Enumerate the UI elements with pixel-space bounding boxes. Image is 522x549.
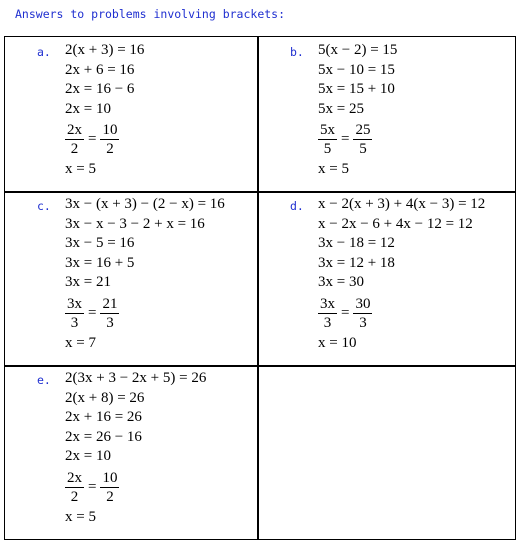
equation-line: x − 2x − 6 + 4x − 12 = 12 bbox=[318, 215, 473, 232]
fraction-denominator: 2 bbox=[106, 488, 114, 505]
problem-label: d. bbox=[290, 199, 304, 213]
answers-table bbox=[4, 36, 516, 540]
fraction-denominator: 3 bbox=[359, 314, 367, 331]
fraction-step bbox=[65, 467, 206, 508]
equation-line: x − 2(x + 3) + 4(x − 3) = 12 bbox=[318, 196, 486, 212]
fraction-step bbox=[318, 293, 485, 334]
answer-line: x = 5 bbox=[65, 161, 96, 177]
fraction-numerator: 30 bbox=[355, 295, 371, 312]
row-divider-2 bbox=[5, 365, 515, 367]
equation-line: 2(x + 3) = 16 bbox=[65, 42, 145, 58]
answer-line: x = 5 bbox=[318, 161, 349, 177]
fraction-numerator: 3x bbox=[67, 295, 82, 312]
equation-line: 3x = 30 bbox=[318, 274, 364, 290]
fraction-numerator: 10 bbox=[102, 469, 118, 486]
equation-line: 2x = 10 bbox=[65, 448, 111, 464]
problem-label: a. bbox=[37, 45, 51, 59]
fraction-denominator: 3 bbox=[106, 314, 114, 331]
equals-sign: = bbox=[88, 304, 97, 321]
fraction-numerator: 10 bbox=[102, 122, 118, 138]
equation-line: 3x = 12 + 18 bbox=[318, 254, 395, 271]
problem-label: c. bbox=[37, 199, 51, 213]
fraction-step bbox=[65, 293, 225, 334]
equation-line: 2x + 16 = 26 bbox=[65, 409, 142, 425]
fraction-numerator: 21 bbox=[102, 295, 118, 312]
fraction-denominator: 5 bbox=[359, 141, 367, 157]
equation-line: 5x = 15 + 10 bbox=[318, 81, 395, 97]
equation-line: 3x = 21 bbox=[65, 274, 111, 290]
equation-line: 2x + 6 = 16 bbox=[65, 61, 135, 78]
fraction-denominator: 2 bbox=[70, 141, 79, 157]
fraction-step bbox=[318, 119, 397, 160]
fraction-denominator: 2 bbox=[106, 141, 114, 157]
fraction-numerator: 2x bbox=[67, 469, 82, 486]
page-title: Answers to problems involving brackets: bbox=[15, 7, 286, 21]
equation-line: 5x − 10 = 15 bbox=[318, 61, 395, 78]
equation-line: 5x = 25 bbox=[318, 100, 364, 117]
equation-line: 3x − x − 3 − 2 + x = 16 bbox=[65, 215, 205, 232]
equation-line: 2x = 10 bbox=[65, 100, 111, 117]
equals-sign: = bbox=[88, 131, 97, 147]
fraction-numerator: 25 bbox=[355, 122, 371, 138]
equation-line: 2(x + 8) = 26 bbox=[65, 389, 145, 406]
fraction-denominator: 3 bbox=[70, 314, 79, 331]
answer-line: x = 5 bbox=[65, 508, 96, 525]
equation-line: 2x = 26 − 16 bbox=[65, 428, 142, 445]
equation-line: 3x − 18 = 12 bbox=[318, 235, 395, 251]
equals-sign: = bbox=[341, 304, 350, 321]
problem-label: e. bbox=[37, 373, 51, 387]
equation-line: 3x − (x + 3) − (2 − x) = 16 bbox=[65, 196, 225, 212]
problem-label: b. bbox=[290, 45, 304, 59]
column-divider bbox=[257, 37, 259, 539]
row-divider-1 bbox=[5, 191, 515, 193]
fraction-denominator: 3 bbox=[323, 314, 332, 331]
equation-line: 3x = 16 + 5 bbox=[65, 254, 135, 271]
answer-line: x = 10 bbox=[318, 334, 357, 351]
equals-sign: = bbox=[88, 478, 97, 495]
equals-sign: = bbox=[341, 131, 350, 147]
fraction-numerator: 2x bbox=[67, 122, 82, 138]
fraction-numerator: 5x bbox=[320, 122, 335, 138]
fraction-step bbox=[65, 119, 144, 160]
fraction-denominator: 2 bbox=[70, 488, 79, 505]
answer-line: x = 7 bbox=[65, 334, 96, 351]
equation-line: 5(x − 2) = 15 bbox=[318, 42, 398, 58]
equation-line: 3x − 5 = 16 bbox=[65, 235, 135, 251]
fraction-denominator: 5 bbox=[323, 141, 332, 157]
equation-line: 2x = 16 − 6 bbox=[65, 81, 135, 97]
equation-line: 2(3x + 3 − 2x + 5) = 26 bbox=[65, 370, 207, 386]
fraction-numerator: 3x bbox=[320, 295, 335, 312]
